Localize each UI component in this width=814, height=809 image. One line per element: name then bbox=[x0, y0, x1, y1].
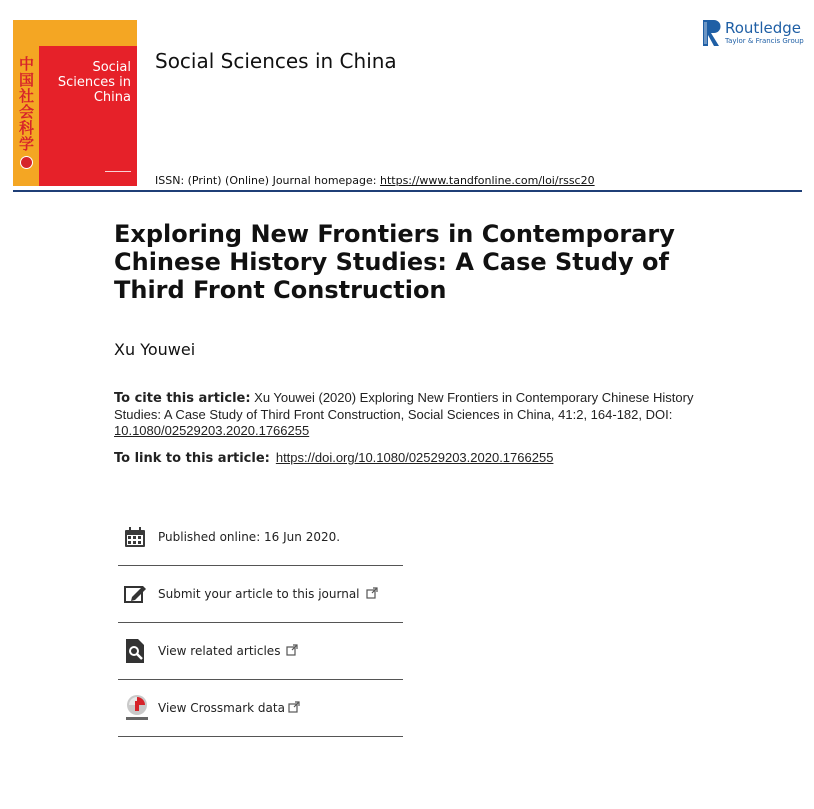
crossmark-row[interactable] bbox=[118, 680, 403, 737]
cover-front bbox=[39, 20, 137, 186]
cover-publisher-logo bbox=[105, 171, 131, 180]
cite-text: Xu Youwei (2020) Exploring New Frontiers in Contemporary Chinese History Studies: A Case Study of Third Front Construction, Social Sciences in China, 41:2, 164-182, DOI: bbox=[114, 390, 694, 422]
calendar-icon bbox=[124, 526, 158, 548]
crossmark-link[interactable]: View Crossmark data bbox=[158, 701, 285, 715]
related-articles-row[interactable] bbox=[118, 623, 403, 680]
publisher-logo bbox=[703, 20, 804, 46]
journal-cover bbox=[13, 20, 137, 186]
publisher-subtitle: Taylor & Francis Group bbox=[725, 37, 804, 45]
crossmark-icon bbox=[124, 694, 158, 722]
routledge-icon bbox=[703, 20, 721, 46]
external-link-icon bbox=[286, 644, 298, 659]
external-link-icon bbox=[366, 587, 378, 602]
issn-line bbox=[155, 174, 595, 187]
submit-article-row[interactable] bbox=[118, 566, 403, 623]
cover-spine bbox=[13, 20, 39, 186]
related-articles-link[interactable]: View related articles bbox=[158, 644, 281, 658]
journal-homepage-link[interactable]: https://www.tandfonline.com/loi/rssc20 bbox=[379, 174, 595, 187]
edit-icon bbox=[124, 584, 158, 604]
cite-doi-link[interactable]: 10.1080/02529203.2020.1766255 bbox=[114, 423, 310, 438]
article-doi-link[interactable]: https://doi.org/10.1080/02529203.2020.1766255 bbox=[275, 450, 554, 465]
cover-top-band bbox=[39, 20, 137, 46]
cover-chinese-title: 中国社会科学 bbox=[17, 56, 35, 152]
published-text: Published online: 16 Jun 2020. bbox=[158, 529, 341, 544]
search-document-icon bbox=[124, 638, 158, 664]
article-author[interactable]: Xu Youwei bbox=[114, 340, 196, 359]
issn-text: ISSN: (Print) (Online) Journal homepage: bbox=[155, 174, 380, 187]
publisher-name: Routledge bbox=[725, 19, 801, 37]
journal-title[interactable]: Social Sciences in China bbox=[155, 49, 397, 73]
published-row bbox=[118, 508, 403, 566]
link-label: To link to this article: bbox=[114, 451, 270, 466]
citation-block bbox=[114, 390, 704, 439]
article-title: Exploring New Frontiers in Contemporary Chinese History Studies: A Case Study of Third Front Construction bbox=[114, 220, 675, 304]
article-link-block bbox=[114, 450, 553, 466]
header-rule bbox=[13, 190, 802, 192]
article-info-list bbox=[118, 508, 403, 737]
cover-english-title: Social Sciences in China bbox=[57, 60, 131, 105]
cover-badge-icon bbox=[20, 156, 33, 169]
cite-label: To cite this article: bbox=[114, 391, 251, 406]
external-link-icon bbox=[288, 701, 300, 716]
submit-article-link[interactable]: Submit your article to this journal bbox=[158, 587, 360, 601]
